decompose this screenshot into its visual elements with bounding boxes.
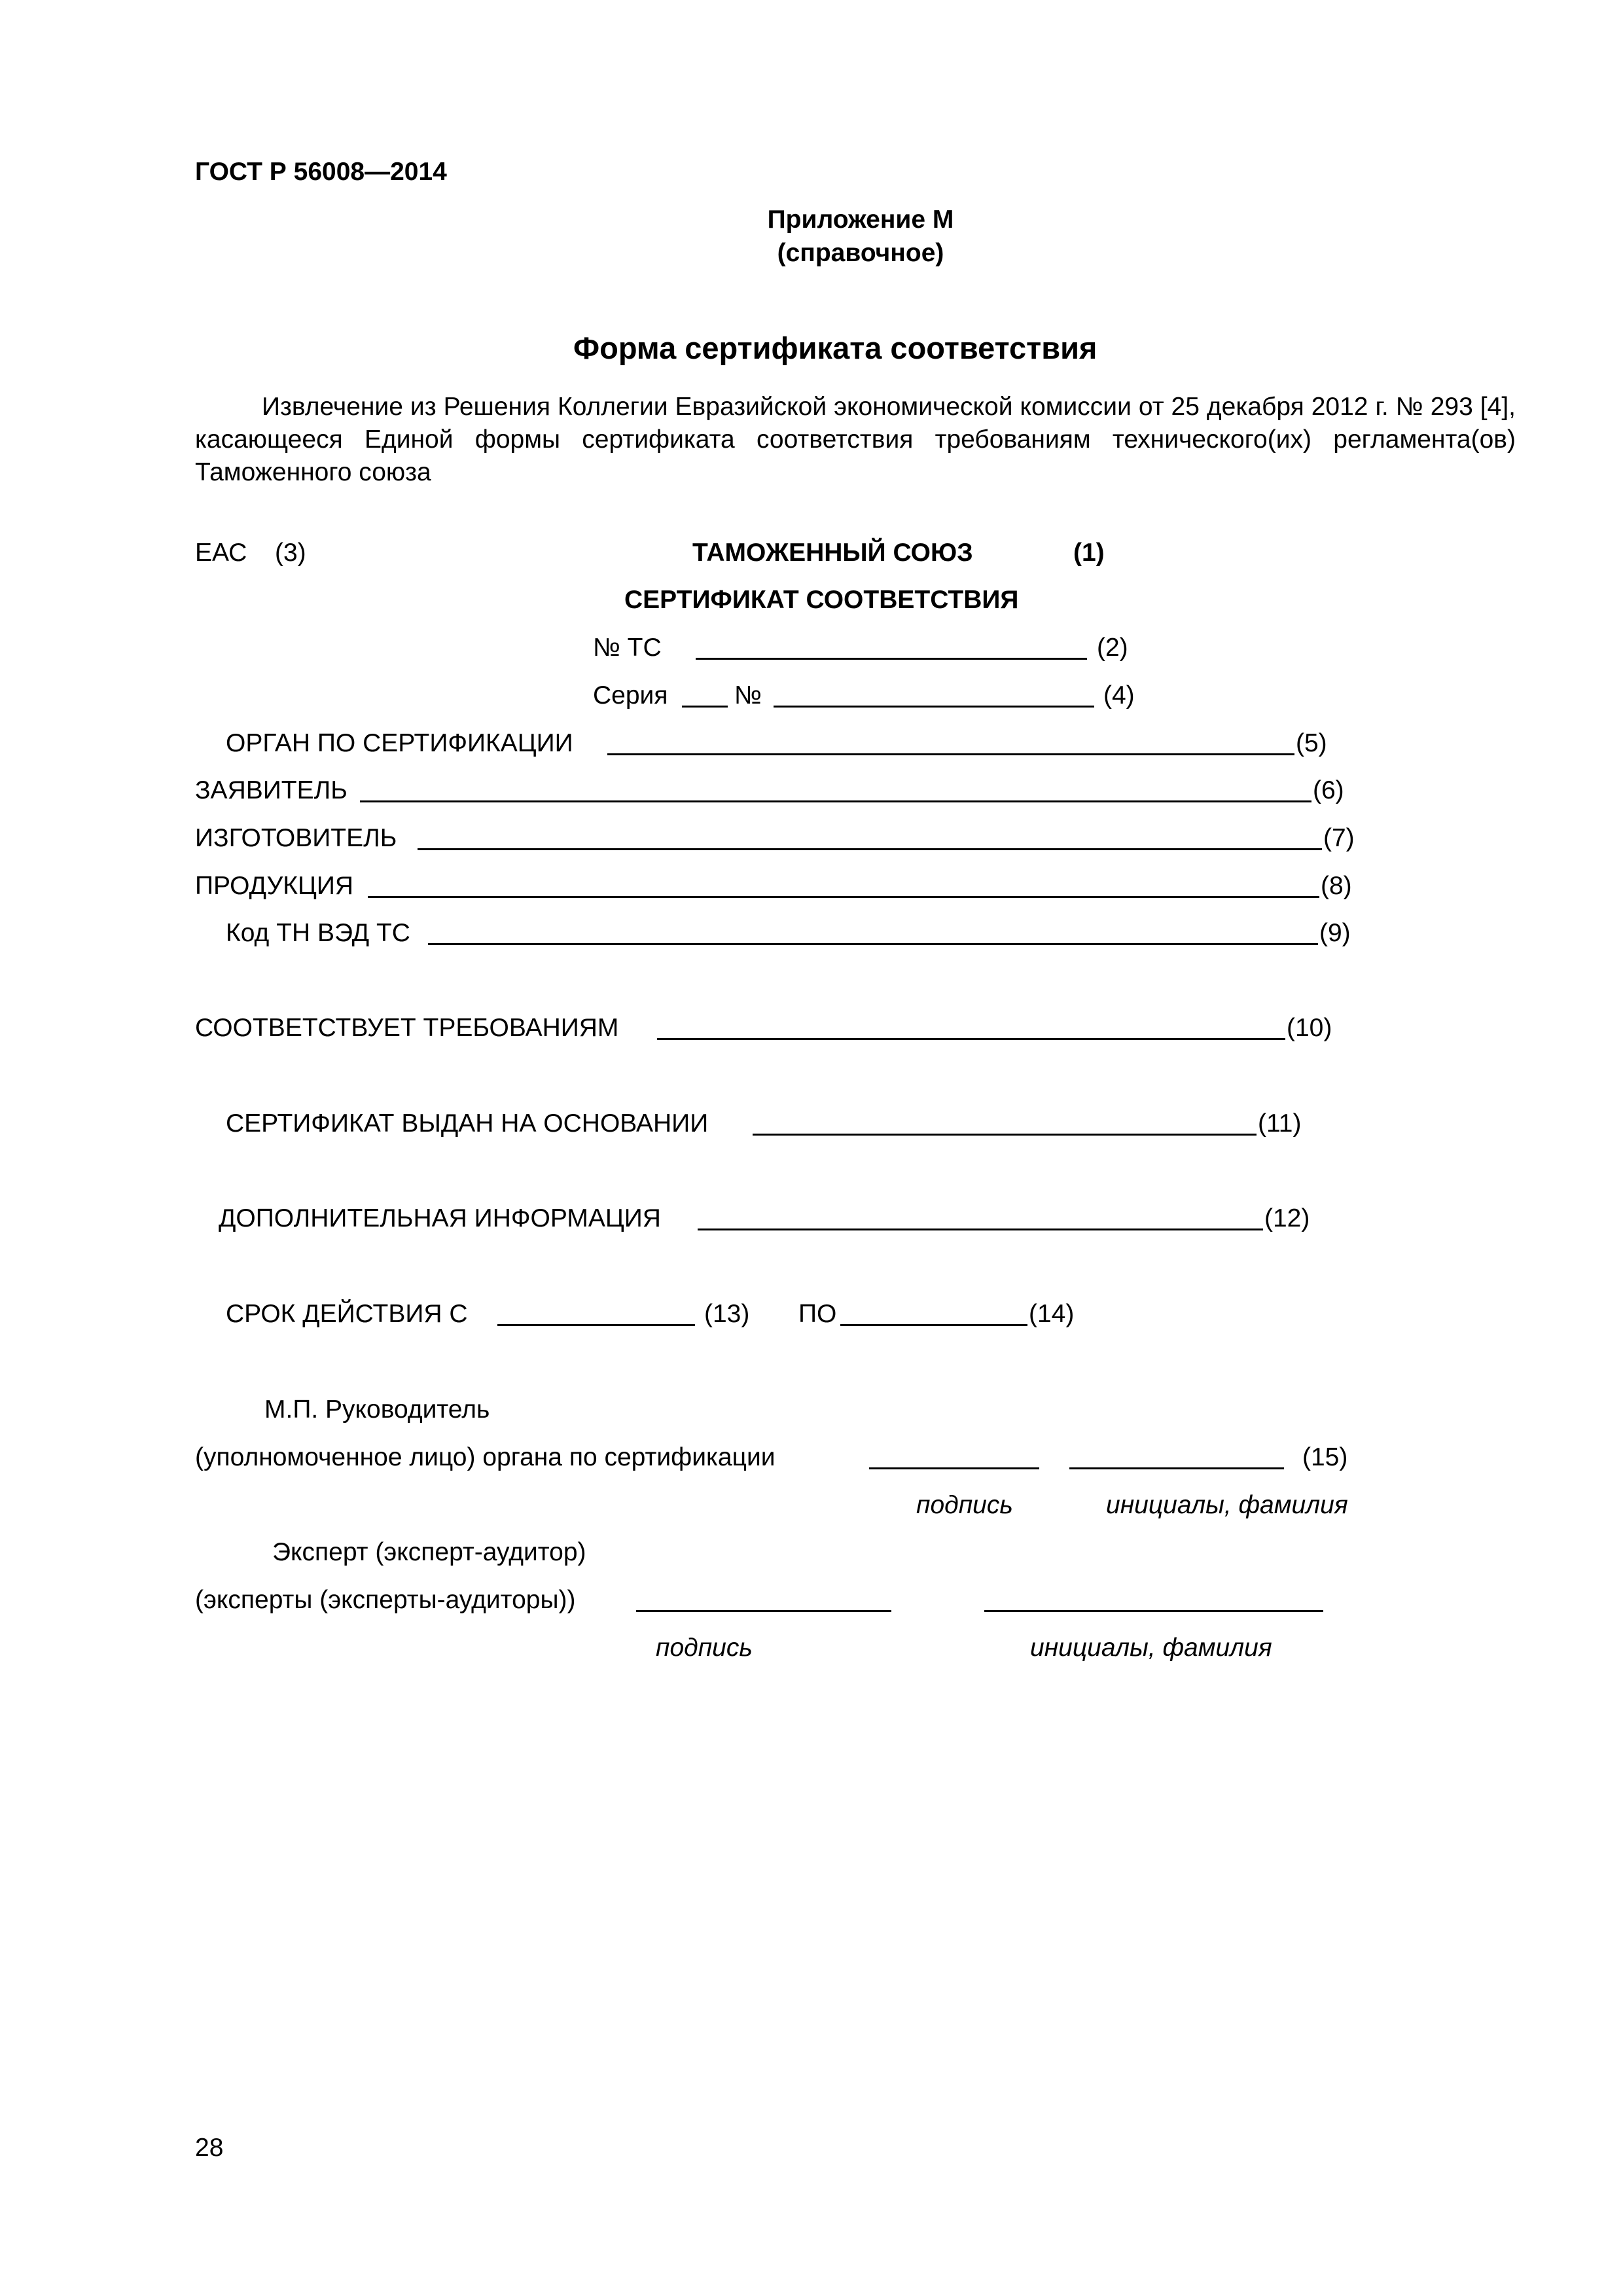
document-code: ГОСТ Р 56008—2014 (195, 158, 447, 186)
code-label: Код ТН ВЭД ТС (226, 919, 410, 947)
additional-number: (12) (1264, 1204, 1310, 1232)
organ-number: (5) (1296, 729, 1327, 757)
applicant-field (360, 800, 1311, 802)
series-number-num: (4) (1103, 681, 1135, 709)
intro-text: Извлечение из Решения Коллегии Евразийской экономической комиссии от 25 декабря 2012 г. № 293 [4], касающееся Единой формы сертификата соответствия требованиям технического(их) регламента(ов) Таможенного союза (195, 393, 1516, 486)
head-name-field (1069, 1467, 1284, 1469)
series-no-label: № (734, 681, 762, 709)
manufacturer-label: ИЗГОТОВИТЕЛЬ (195, 824, 397, 852)
applicant-label: ЗАЯВИТЕЛЬ (195, 776, 348, 804)
validity-to-label: ПО (798, 1300, 837, 1328)
manufacturer-number: (7) (1323, 824, 1355, 852)
head-label: М.П. Руководитель (264, 1395, 490, 1424)
appendix-title: Приложение М (767, 206, 954, 234)
ts-number-field (696, 658, 1087, 660)
requirements-number: (10) (1287, 1014, 1332, 1042)
basis-number: (11) (1258, 1109, 1302, 1138)
series-label: Серия (593, 681, 668, 709)
ts-number-label: № ТС (593, 634, 662, 662)
applicant-number: (6) (1313, 776, 1344, 804)
validity-to-field (840, 1324, 1027, 1326)
eac-label: ЕАС (195, 539, 247, 567)
organ-label: ОРГАН ПО СЕРТИФИКАЦИИ (226, 729, 573, 757)
certificate-title: СЕРТИФИКАТ СООТВЕТСТВИЯ (624, 586, 1019, 614)
product-label: ПРОДУКЦИЯ (195, 872, 354, 900)
product-field (368, 896, 1319, 898)
product-number: (8) (1321, 872, 1352, 900)
expert-label: Эксперт (эксперт-аудитор) (272, 1538, 586, 1566)
expert-name-caption: инициалы, фамилия (1030, 1634, 1272, 1662)
validity-from-label: СРОК ДЕЙСТВИЯ С (226, 1300, 468, 1328)
validity-from-field (497, 1324, 695, 1326)
code-field (428, 943, 1318, 945)
intro-paragraph (195, 391, 1516, 489)
head-name-caption: инициалы, фамилия (1106, 1491, 1348, 1519)
union-number: (1) (1073, 539, 1105, 567)
basis-label: СЕРТИФИКАТ ВЫДАН НА ОСНОВАНИИ (226, 1109, 709, 1138)
head-signature-field (869, 1467, 1039, 1469)
additional-label: ДОПОЛНИТЕЛЬНАЯ ИНФОРМАЦИЯ (219, 1204, 661, 1232)
head-signature-caption: подпись (916, 1491, 1013, 1519)
appendix-kind: (справочное) (777, 239, 944, 267)
validity-from-number: (13) (704, 1300, 750, 1328)
series-number-field (774, 706, 1094, 708)
additional-field (698, 1229, 1263, 1230)
page-number: 28 (195, 2134, 224, 2162)
union-label: ТАМОЖЕННЫЙ СОЮЗ (692, 539, 973, 567)
eac-number: (3) (275, 539, 306, 567)
ts-number-num: (2) (1097, 634, 1128, 662)
series-field (682, 706, 728, 708)
requirements-field (657, 1038, 1285, 1040)
expert-signature-field (636, 1610, 891, 1612)
code-number: (9) (1319, 919, 1351, 947)
requirements-label: СООТВЕТСТВУЕТ ТРЕБОВАНИЯМ (195, 1014, 619, 1042)
organ-field (607, 753, 1294, 755)
experts-label: (эксперты (эксперты-аудиторы)) (195, 1586, 576, 1614)
head-sub-label: (уполномоченное лицо) органа по сертификации (195, 1443, 776, 1471)
expert-signature-caption: подпись (656, 1634, 753, 1662)
validity-to-number: (14) (1029, 1300, 1075, 1328)
manufacturer-field (418, 848, 1322, 850)
expert-name-field (984, 1610, 1323, 1612)
page-heading: Форма сертификата соответствия (573, 331, 1097, 365)
head-number: (15) (1302, 1443, 1348, 1471)
basis-field (753, 1134, 1257, 1136)
